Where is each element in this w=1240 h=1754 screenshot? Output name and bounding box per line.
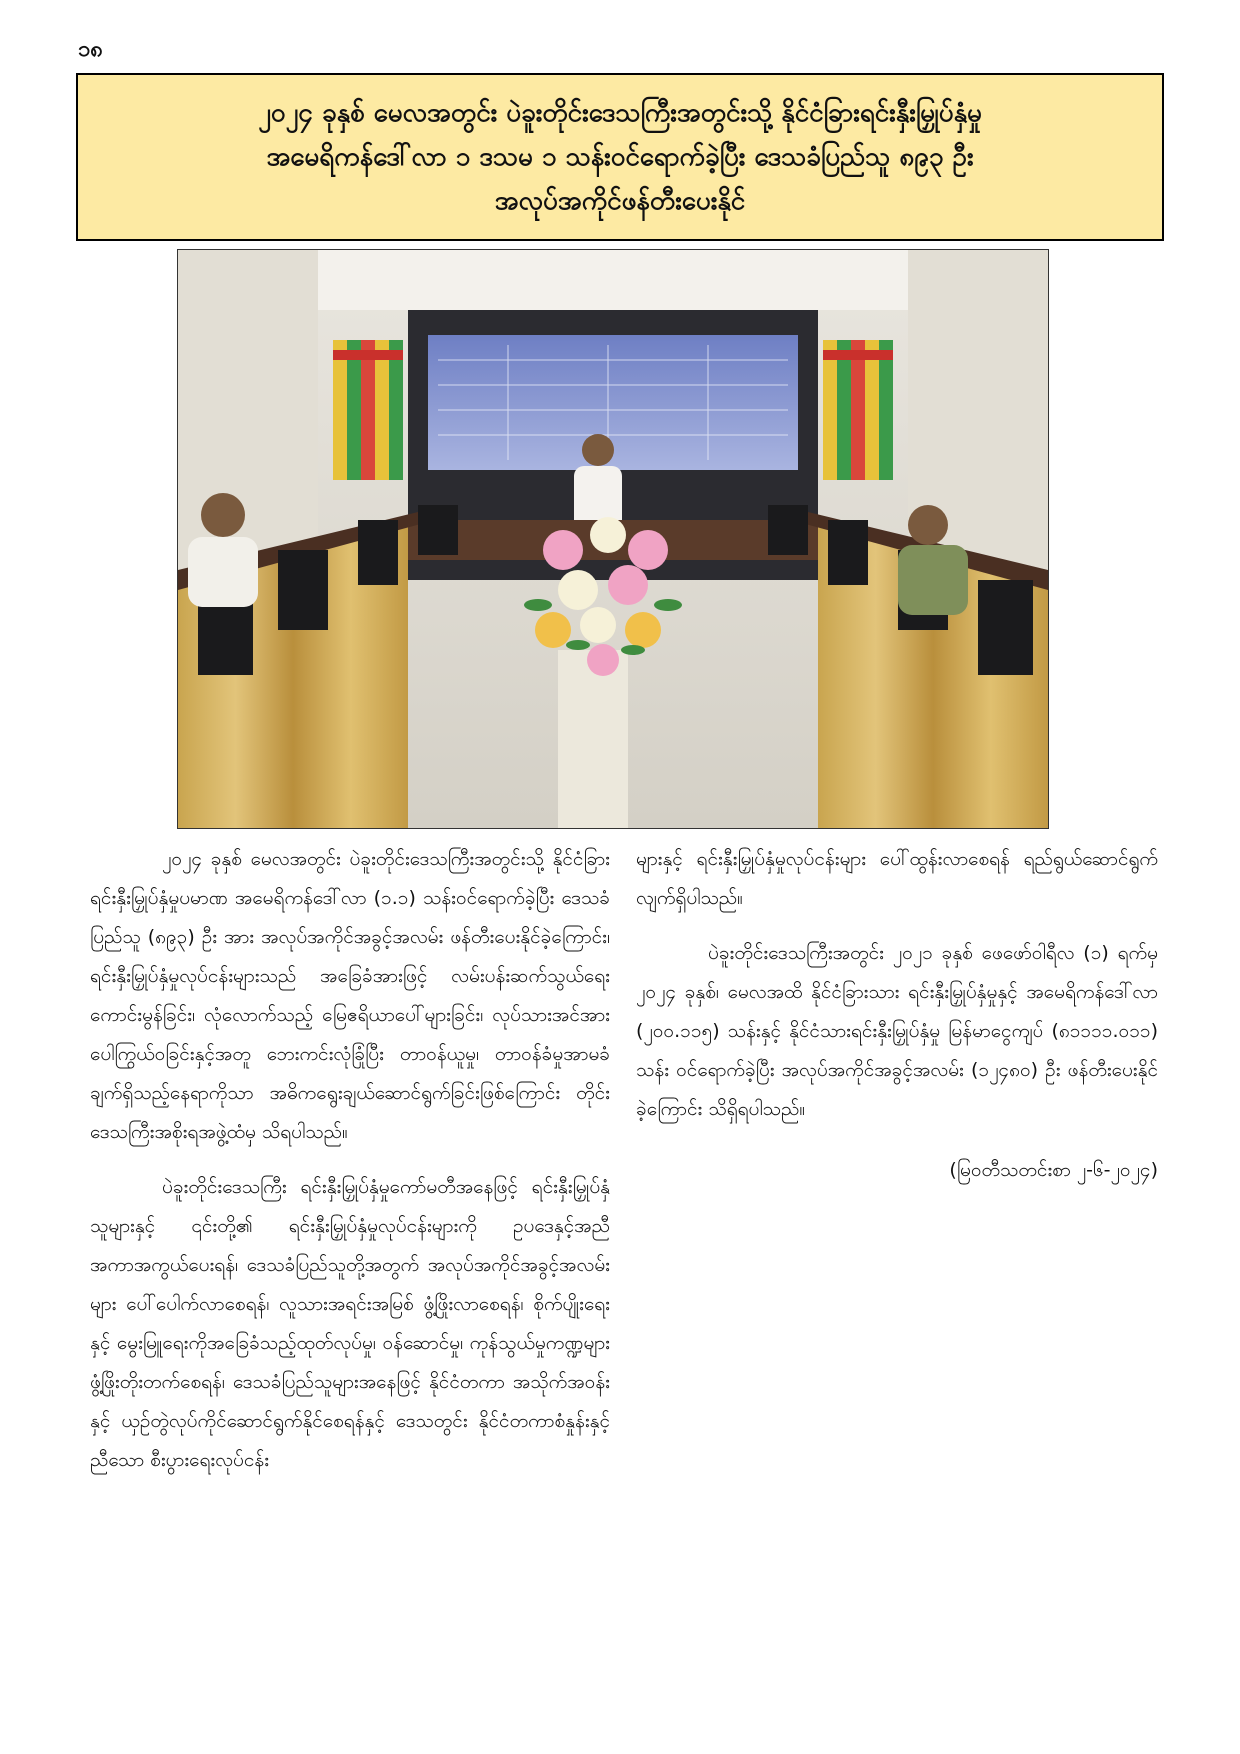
- article-column-right: [636, 840, 1158, 1190]
- article-continuation: များနှင့် ရင်းနှီးမြှုပ်နှံမှုလုပ်ငန်းများ ပေါ်ထွန်းလာစေရန် ရည်ရွယ်ဆောင်ရွက်လျက်ရှိပါသည်။: [636, 848, 1158, 909]
- meeting-photo: [177, 249, 1049, 829]
- headline-line-3: အလုပ်အကိုင်ဖန်တီးပေးနိုင်: [494, 186, 746, 216]
- headline-box: [76, 73, 1164, 241]
- flags-right: [823, 340, 893, 480]
- article-paragraph-1: ၂၀၂၄ ခုနှစ် မေလအတွင်း ပဲခူးတိုင်းဒေသကြီးအတွင်းသို့ နိုင်ငံခြားရင်းနှီးမြှုပ်နှံမှုပမာဏ အမေရိကန်ဒေါ်လာ (၁.၁) သန်းဝင်ရောက်ခဲ့ပြီး ဒေသခံပြည်သူ (၈၉၃) ဦး အား အလုပ်အကိုင်အခွင့်အလမ်း ဖန်တီးပေးနိုင်ခဲ့ကြောင်း၊ ရင်းနှီးမြှုပ်နှံမှုလုပ်ငန်းများသည် အခြေခံအားဖြင့် လမ်းပန်းဆက်သွယ်ရေးကောင်းမွန်ခြင်း၊ လုံလောက်သည့် မြေဧရိယာပေါ်များခြင်း၊ လုပ်သားအင်အား ပေါကြွယ်ဝခြင်းနှင့်အတူ ဘေးကင်းလုံခြုံပြီး တာဝန်ယူမှု၊ တာဝန်ခံမှုအာမခံချက်ရှိသည့်နေရာကိုသာ အဓိကရွေးချယ်ဆောင်ရွက်ခြင်းဖြစ်ကြောင်း တိုင်းဒေသကြီးအစိုးရအဖွဲ့ထံမှ သိရပါသည်။: [90, 848, 610, 1143]
- article-paragraph-2: ပဲခူးတိုင်းဒေသကြီး ရင်းနှီးမြှုပ်နှံမှုကော်မတီအနေဖြင့် ရင်းနှီးမြှုပ်နှံသူများနှင့် ၎င်းတို့၏ ရင်းနှီးမြှုပ်နှံမှုလုပ်ငန်းများကို ဥပဒေနှင့်အညီ အကာအကွယ်ပေးရန်၊ ဒေသခံပြည်သူတို့အတွက် အလုပ်အကိုင်အခွင့်အလမ်းများ ပေါ်ပေါက်လာစေရန်၊ လူသားအရင်းအမြစ် ဖွံ့ဖြိုးလာစေရန်၊ စိုက်ပျိုးရေးနှင့် မွေးမြူရေးကိုအခြေခံသည့်ထုတ်လုပ်မှု၊ ဝန်ဆောင်မှု၊ ကုန်သွယ်မှုကဏ္ဍများ ဖွံ့ဖြိုးတိုးတက်စေရန်၊ ဒေသခံပြည်သူများအနေဖြင့် နိုင်ငံတကာ အသိုက်အဝန်းနှင့် ယှဉ်တွဲလုပ်ကိုင်ဆောင်ရွက်နိုင်စေရန်နှင့် ဒေသတွင်း နိုင်ငံတကာစံနှုန်းနှင့်ညီသော စီးပွားရေးလုပ်ငန်း: [90, 1176, 610, 1471]
- source-citation: (မြဝတီသတင်းစာ ၂-၆-၂၀၂၄): [949, 1159, 1158, 1181]
- page-number: ၁၈: [78, 37, 103, 62]
- article-column-left: [90, 840, 610, 1480]
- headline-line-1: ၂၀၂၄ ခုနှစ် မေလအတွင်း ပဲခူးတိုင်းဒေသကြီးအတွင်းသို့ နိုင်ငံခြားရင်းနှီးမြှုပ်နှံမှု: [258, 98, 982, 128]
- flags-left: [333, 340, 403, 480]
- headline-line-2: အမေရိကန်ဒေါ်လာ ၁ ဒသမ ၁ သန်းဝင်ရောက်ခဲ့ပြီး ဒေသခံပြည်သူ ၈၉၃ ဦး: [266, 142, 974, 172]
- article-paragraph-3: ပဲခူးတိုင်းဒေသကြီးအတွင်း ၂၀၂၁ ခုနှစ် ဖေဖော်ဝါရီလ (၁) ရက်မှ ၂၀၂၄ ခုနှစ်၊ မေလအထိ နိုင်ငံခြားသား ရင်းနှီးမြှုပ်နှံမှုနှင့် အမေရိကန်ဒေါ်လာ (၂၀၀.၁၁၅) သန်းနှင့် နိုင်ငံသားရင်းနှီးမြှုပ်နှံမှု မြန်မာငွေကျပ် (၈၁၁၁၁.၀၁၁) သန်း ဝင်ရောက်ခဲ့ပြီး အလုပ်အကိုင်အခွင့်အလမ်း (၁၂၄၈၀) ဦး ဖန်တီးပေးနိုင်ခဲ့ကြောင်း သိရှိရပါသည်။: [636, 942, 1158, 1120]
- meeting-room-illustration: [178, 250, 1048, 828]
